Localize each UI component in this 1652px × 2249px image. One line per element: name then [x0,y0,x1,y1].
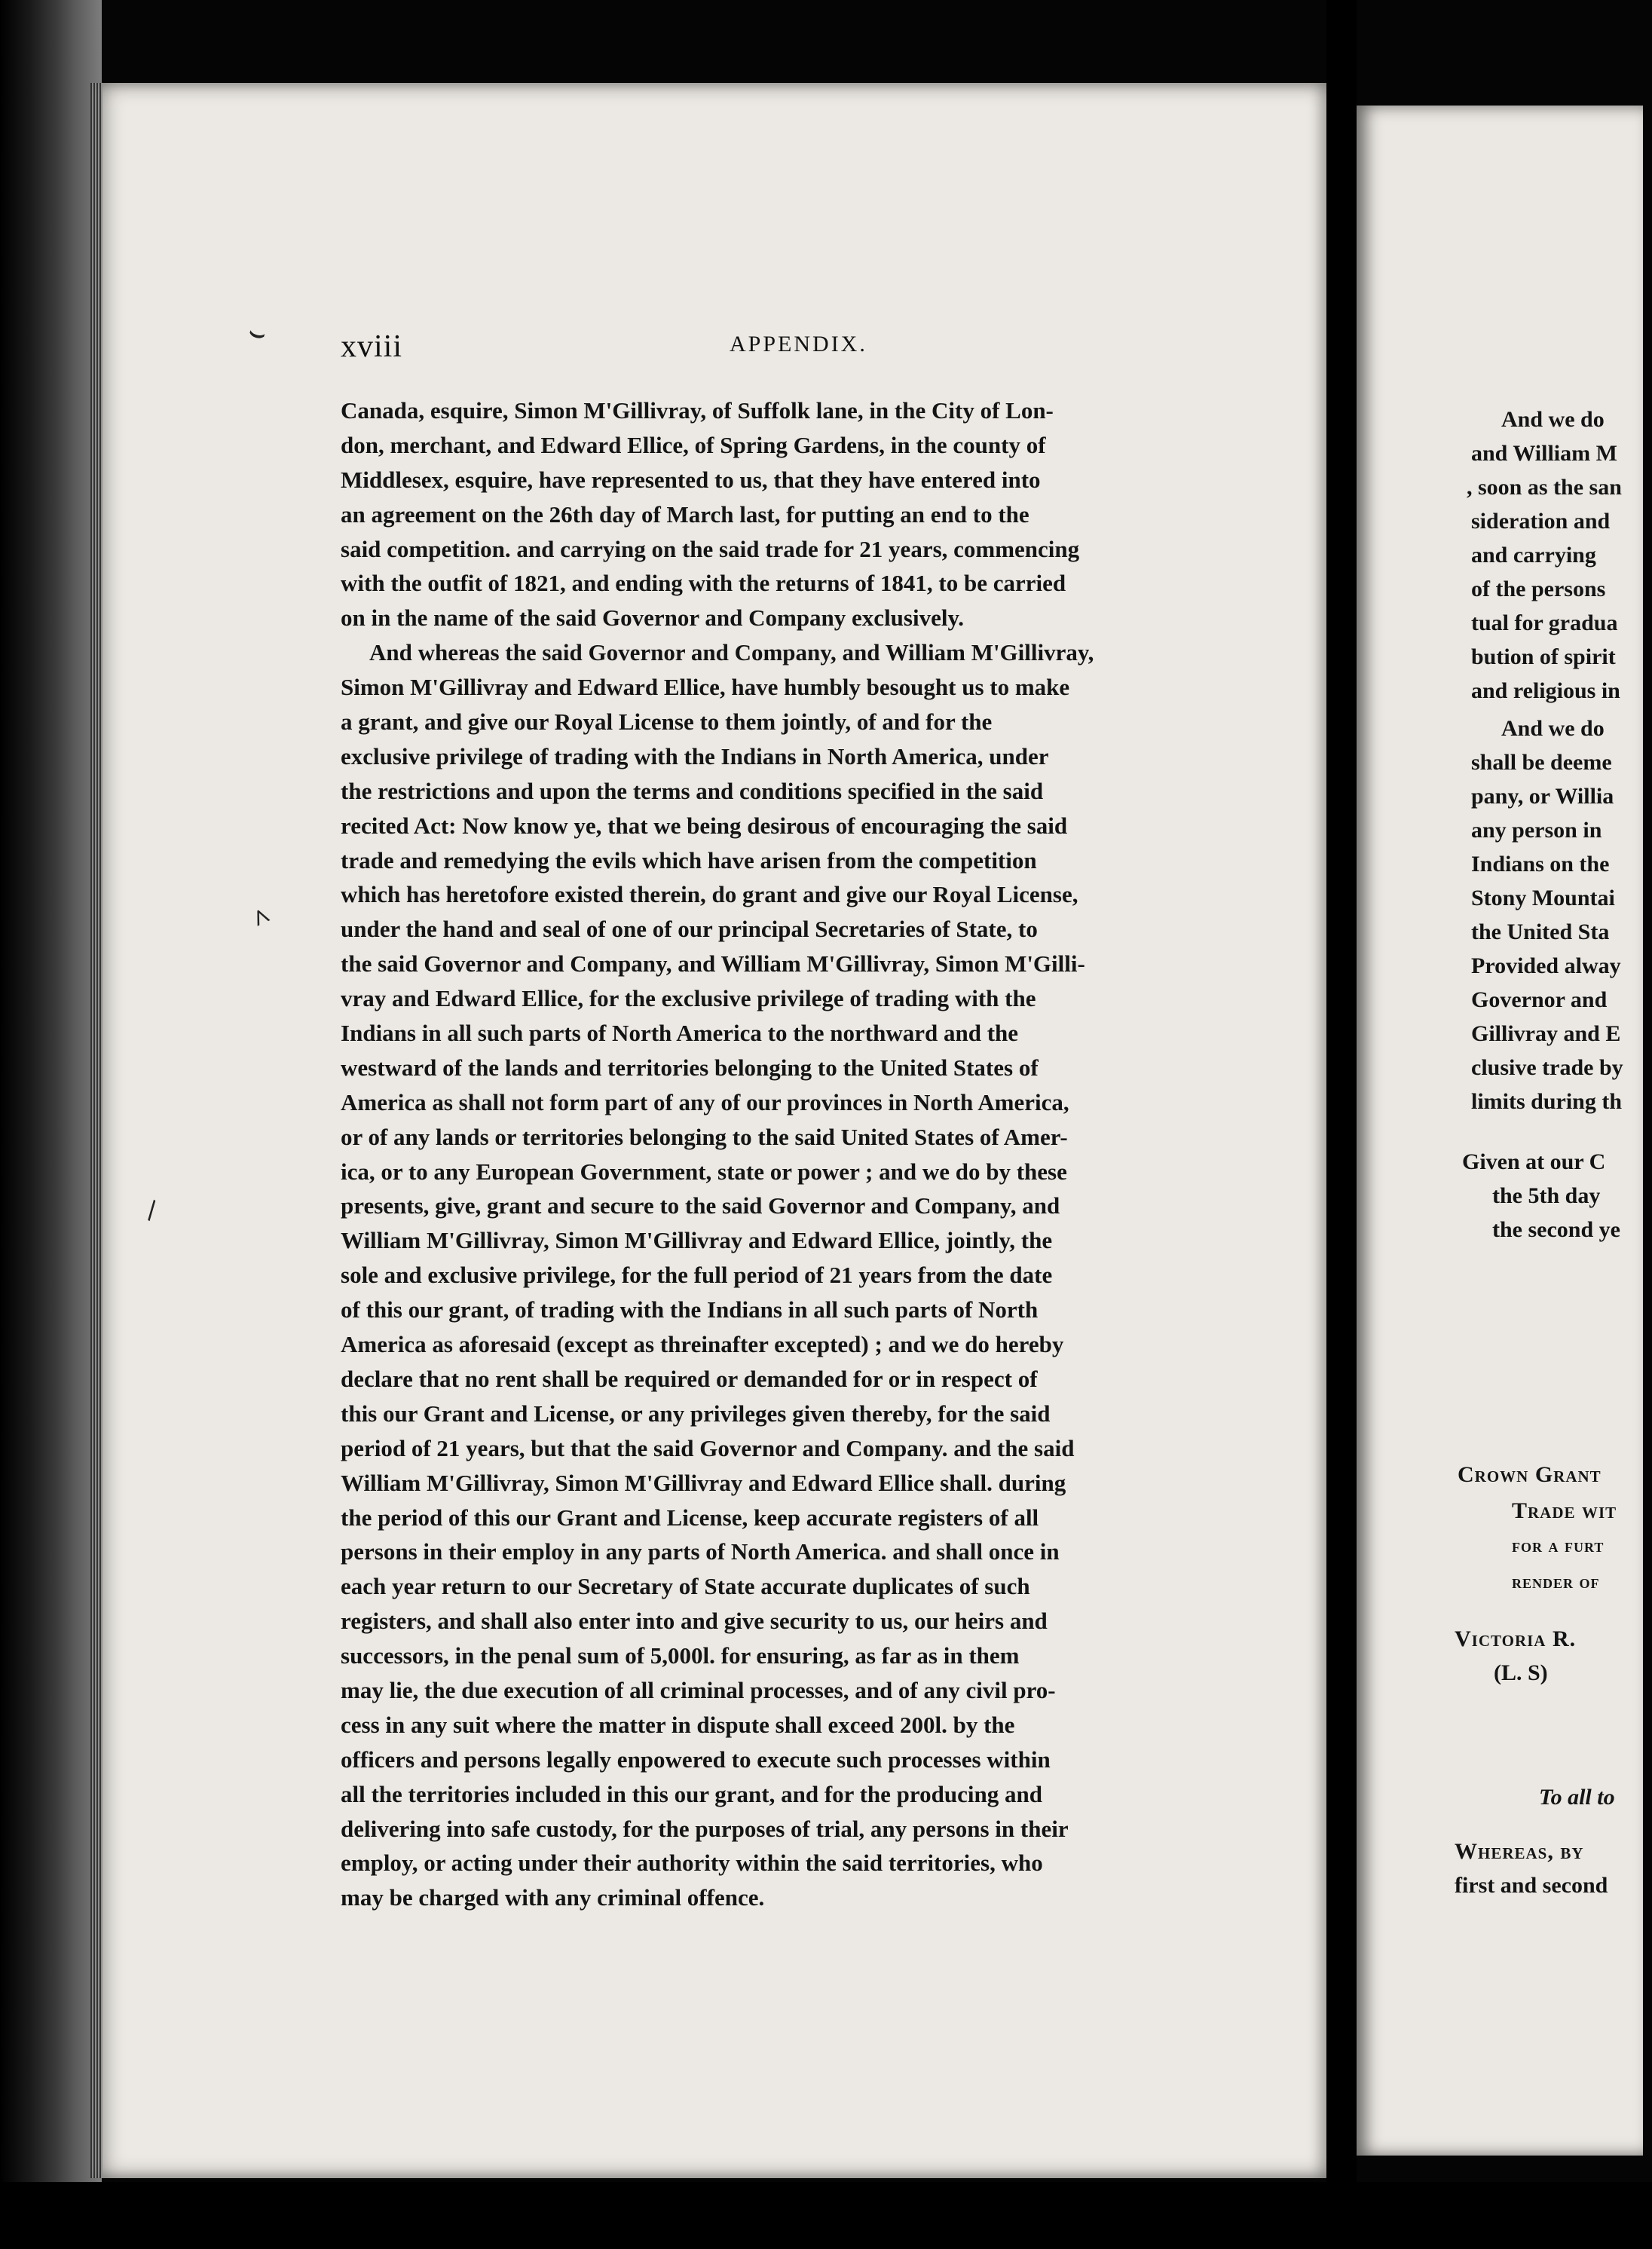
text-line: with the outfit of 1821, and ending with the returns of 1841, to be carried [341,570,1066,597]
text-line: a grant, and give our Royal License to them jointly, of and for the [341,708,993,736]
given-line: Given at our C [1462,1149,1606,1174]
text-line: , soon as the san [1467,475,1622,500]
text-line: ica, or to any European Government, state or power ; and we do by these [341,1158,1067,1185]
page-number: xviii [341,329,403,364]
text-line: cess in any suit where the matter in dispute shall exceed 200l. by the [341,1711,1015,1738]
pencil-mark-caret: ^ [246,900,277,938]
text-line: tual for gradua [1471,610,1618,635]
text-line: clusive trade by [1471,1055,1623,1080]
text-line: or of any lands or territories belonging to the said United States of Amer- [341,1123,1068,1150]
text-line: don, merchant, and Edward Ellice, of Spring Gardens, in the county of [341,431,1046,458]
whereas-line: first and second [1455,1873,1608,1898]
text-line: registers, and shall also enter into and give security to us, our heirs and [341,1608,1048,1635]
page-edges [90,83,102,2178]
text-line: shall be deeme [1471,750,1612,775]
text-line: Middlesex, esquire, have represented to us, that they have entered into [341,466,1041,493]
text-line: Indians on the [1471,852,1610,877]
crown-grant-heading: for a furt [1512,1535,1605,1556]
text-line: Stony Mountai [1471,886,1615,910]
text-line: and religious in [1471,678,1620,703]
text-line: delivering into safe custody, for the purposes of trial, any persons in their [341,1815,1069,1842]
text-line: persons in their employ in any parts of North America. and shall once in [341,1538,1060,1565]
text-line: and William M [1471,441,1617,466]
text-line: William M'Gillivray, Simon M'Gillivray and Edward Ellice shall. during [341,1469,1066,1496]
text-line: Gillivray and E [1471,1021,1621,1046]
book-gutter [1326,0,1357,2249]
text-line: America as shall not form part of any of our provinces in North America, [341,1088,1069,1115]
text-line: pany, or Willia [1471,784,1614,809]
text-line: said competition. and carrying on the said trade for 21 years, commencing [341,535,1080,562]
text-line: Simon M'Gillivray and Edward Ellice, have humbly besought us to make [341,674,1070,701]
text-line: all the territories included in this our grant, and for the producing and [341,1780,1042,1807]
seal-mark: (L. S) [1494,1660,1548,1685]
given-line: the second ye [1492,1217,1620,1242]
text-line: each year return to our Secretary of State accurate duplicates of such [341,1573,1030,1600]
text-line: westward of the lands and territories belonging to the United States of [341,1054,1039,1081]
text-line: And whereas the said Governor and Company, and William M'Gillivray, [369,639,1094,666]
pencil-mark-curve: ⌣ [245,317,269,350]
text-line: any person in [1471,818,1602,843]
text-line: presents, give, grant and secure to the said Governor and Company, and [341,1192,1060,1219]
text-line: this our Grant and License, or any privileges given thereby, for the said [341,1400,1051,1427]
crown-grant-heading: Crown Grant [1458,1462,1602,1487]
text-line: of this our grant, of trading with the Indians in all such parts of North [341,1296,1039,1323]
text-line: And we do [1501,407,1605,432]
text-line: Canada, esquire, Simon M'Gillivray, of Suffolk lane, in the City of Lon- [341,397,1054,424]
text-line: the said Governor and Company, and William M'Gillivray, Simon M'Gilli- [341,950,1085,978]
running-head: APPENDIX. [730,332,867,356]
text-line: and carrying [1471,543,1596,568]
text-line: America as aforesaid (except as threinafter excepted) ; and we do hereby [341,1331,1064,1358]
text-line: recited Act: Now know ye, that we being desirous of encouraging the said [341,812,1068,839]
text-line: may be charged with any criminal offence. [341,1884,765,1911]
victoria-signature: Victoria R. [1455,1626,1577,1651]
text-line: the United Sta [1471,919,1610,944]
whereas-line: Whereas, by [1455,1839,1584,1864]
scan-border [0,2182,1652,2249]
text-line: sideration and [1471,509,1611,534]
text-line: an agreement on the 26th day of March last, for putting an end to the [341,500,1029,528]
text-line: bution of spirit [1471,644,1616,669]
given-line: the 5th day [1492,1183,1601,1208]
text-line: declare that no rent shall be required or demanded for or in respect of [341,1365,1038,1392]
text-line: the period of this our Grant and License, keep accurate registers of all [341,1504,1039,1531]
text-line: Provided alway [1471,953,1621,978]
address-line: To all to [1539,1785,1615,1810]
text-line: William M'Gillivray, Simon M'Gillivray and Edward Ellice, jointly, the [341,1227,1053,1254]
text-line: the restrictions and upon the terms and conditions specified in the said [341,777,1044,804]
text-line: on in the name of the said Governor and Company exclusively. [341,604,965,632]
text-line: Indians in all such parts of North America to the northward and the [341,1020,1019,1047]
book-spine-shadow [0,0,102,2249]
text-line: trade and remedying the evils which have arisen from the competition [341,846,1037,874]
text-line: of the persons [1471,577,1606,601]
text-line: employ, or acting under their authority within the said territories, who [341,1850,1043,1877]
body-text [341,393,1245,1915]
text-line: limits during th [1471,1089,1623,1114]
crown-grant-heading: render of [1512,1571,1600,1593]
text-line: exclusive privilege of trading with the Indians in North America, under [341,742,1049,770]
text-line: And we do [1501,716,1605,741]
text-line: under the hand and seal of one of our principal Secretaries of State, to [341,916,1038,943]
text-line: vray and Edward Ellice, for the exclusive privilege of trading with the [341,985,1036,1012]
text-line: may lie, the due execution of all criminal processes, and of any civil pro- [341,1676,1056,1703]
text-line: Governor and [1471,987,1608,1012]
text-line: period of 21 years, but that the said Governor and Company. and the said [341,1434,1075,1461]
text-line: sole and exclusive privilege, for the full period of 21 years from the date [341,1262,1053,1289]
text-line: which has heretofore existed therein, do grant and give our Royal License, [341,881,1078,908]
crown-grant-heading: Trade wit [1512,1498,1617,1523]
pencil-mark-stroke: \ [139,1193,166,1227]
text-line: officers and persons legally enpowered to execute such processes within [341,1746,1051,1773]
text-line: successors, in the penal sum of 5,000l. for ensuring, as far as in them [341,1642,1020,1669]
